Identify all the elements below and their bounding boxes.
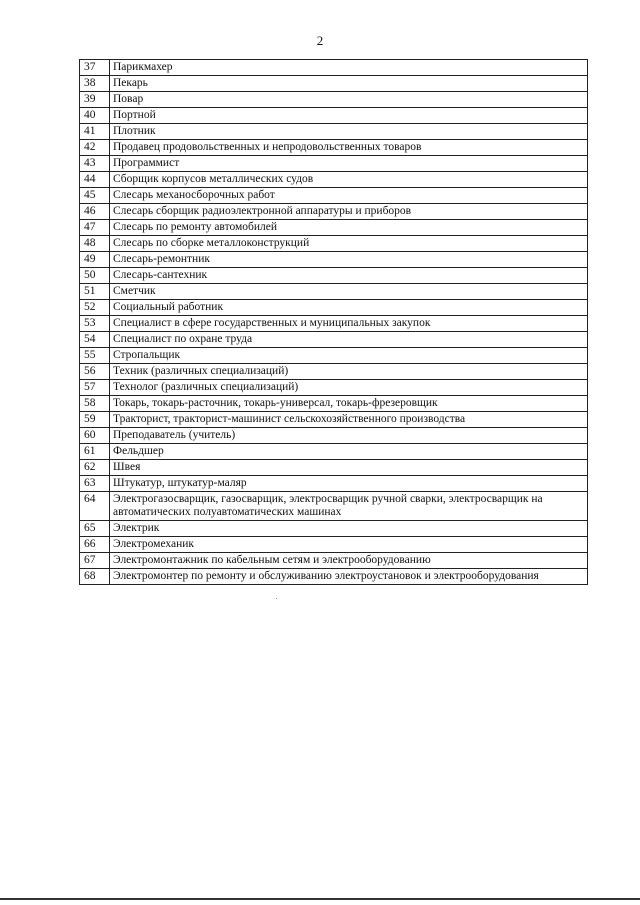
table-row <box>80 268 588 284</box>
profession-name: Слесарь-сантехник <box>110 268 588 284</box>
profession-name: Слесарь сборщик радиоэлектронной аппаратуры и приборов <box>110 204 588 220</box>
profession-name: Слесарь механосборочных работ <box>110 188 588 204</box>
table-row <box>80 156 588 172</box>
profession-name: Стропальщик <box>110 348 588 364</box>
profession-name: Техник (различных специализаций) <box>110 364 588 380</box>
row-number: 56 <box>80 364 110 380</box>
table-row <box>80 188 588 204</box>
row-number: 51 <box>80 284 110 300</box>
table-row <box>80 396 588 412</box>
table-row <box>80 220 588 236</box>
scan-speck <box>276 598 277 599</box>
profession-name: Электромонтажник по кабельным сетям и электрооборудованию <box>110 553 588 569</box>
row-number: 59 <box>80 412 110 428</box>
table-row <box>80 204 588 220</box>
profession-name: Слесарь по сборке металлоконструкций <box>110 236 588 252</box>
profession-name: Специалист в сфере государственных и муниципальных закупок <box>110 316 588 332</box>
row-number: 53 <box>80 316 110 332</box>
profession-name: Технолог (различных специализаций) <box>110 380 588 396</box>
profession-name: Токарь, токарь-расточник, токарь-универсал, токарь-фрезеровщик <box>110 396 588 412</box>
row-number: 68 <box>80 569 110 585</box>
row-number: 39 <box>80 92 110 108</box>
row-number: 37 <box>80 60 110 76</box>
table-row <box>80 300 588 316</box>
profession-name: Парикмахер <box>110 60 588 76</box>
row-number: 60 <box>80 428 110 444</box>
table-row <box>80 172 588 188</box>
row-number: 66 <box>80 537 110 553</box>
table-row <box>80 569 588 585</box>
profession-name: Программист <box>110 156 588 172</box>
profession-name: Электрогазосварщик, газосварщик, электросварщик ручной сварки, электросварщик на автоматических полуавтоматических машинах <box>110 492 588 521</box>
table-row <box>80 108 588 124</box>
table-row <box>80 76 588 92</box>
table-row <box>80 252 588 268</box>
profession-name: Слесарь-ремонтник <box>110 252 588 268</box>
profession-name: Электромеханик <box>110 537 588 553</box>
table-row <box>80 236 588 252</box>
row-number: 54 <box>80 332 110 348</box>
row-number: 44 <box>80 172 110 188</box>
profession-name: Штукатур, штукатур-маляр <box>110 476 588 492</box>
table-row <box>80 476 588 492</box>
profession-name: Электрик <box>110 521 588 537</box>
profession-name: Фельдшер <box>110 444 588 460</box>
table-row <box>80 380 588 396</box>
row-number: 42 <box>80 140 110 156</box>
row-number: 65 <box>80 521 110 537</box>
table-row <box>80 428 588 444</box>
row-number: 48 <box>80 236 110 252</box>
row-number: 46 <box>80 204 110 220</box>
row-number: 64 <box>80 492 110 521</box>
row-number: 52 <box>80 300 110 316</box>
row-number: 55 <box>80 348 110 364</box>
professions-table <box>79 59 588 585</box>
profession-name: Продавец продовольственных и непродовольственных товаров <box>110 140 588 156</box>
profession-name: Сборщик корпусов металлических судов <box>110 172 588 188</box>
page-number: 2 <box>316 33 324 48</box>
row-number: 38 <box>80 76 110 92</box>
table-row <box>80 140 588 156</box>
profession-name: Специалист по охране труда <box>110 332 588 348</box>
profession-name: Слесарь по ремонту автомобилей <box>110 220 588 236</box>
table-row <box>80 444 588 460</box>
profession-name: Социальный работник <box>110 300 588 316</box>
table-row <box>80 332 588 348</box>
table-row <box>80 412 588 428</box>
row-number: 41 <box>80 124 110 140</box>
profession-name: Тракторист, тракторист-машинист сельскохозяйственного производства <box>110 412 588 428</box>
table-row <box>80 60 588 76</box>
table-row <box>80 284 588 300</box>
row-number: 61 <box>80 444 110 460</box>
row-number: 50 <box>80 268 110 284</box>
table-row <box>80 124 588 140</box>
row-number: 58 <box>80 396 110 412</box>
profession-name: Электромонтер по ремонту и обслуживанию электроустановок и электрооборудования <box>110 569 588 585</box>
row-number: 49 <box>80 252 110 268</box>
profession-name: Пекарь <box>110 76 588 92</box>
profession-name: Повар <box>110 92 588 108</box>
profession-name: Портной <box>110 108 588 124</box>
scan-bottom-edge <box>0 898 640 900</box>
table-row <box>80 553 588 569</box>
profession-name: Плотник <box>110 124 588 140</box>
row-number: 57 <box>80 380 110 396</box>
profession-name: Сметчик <box>110 284 588 300</box>
row-number: 67 <box>80 553 110 569</box>
row-number: 45 <box>80 188 110 204</box>
row-number: 47 <box>80 220 110 236</box>
table-row <box>80 521 588 537</box>
profession-name: Швея <box>110 460 588 476</box>
row-number: 62 <box>80 460 110 476</box>
table-row <box>80 537 588 553</box>
profession-name: Преподаватель (учитель) <box>110 428 588 444</box>
table-row <box>80 492 588 521</box>
table-row <box>80 460 588 476</box>
table-row <box>80 348 588 364</box>
row-number: 40 <box>80 108 110 124</box>
table-row <box>80 92 588 108</box>
professions-table-body <box>80 60 588 585</box>
table-row <box>80 316 588 332</box>
row-number: 63 <box>80 476 110 492</box>
row-number: 43 <box>80 156 110 172</box>
table-row <box>80 364 588 380</box>
